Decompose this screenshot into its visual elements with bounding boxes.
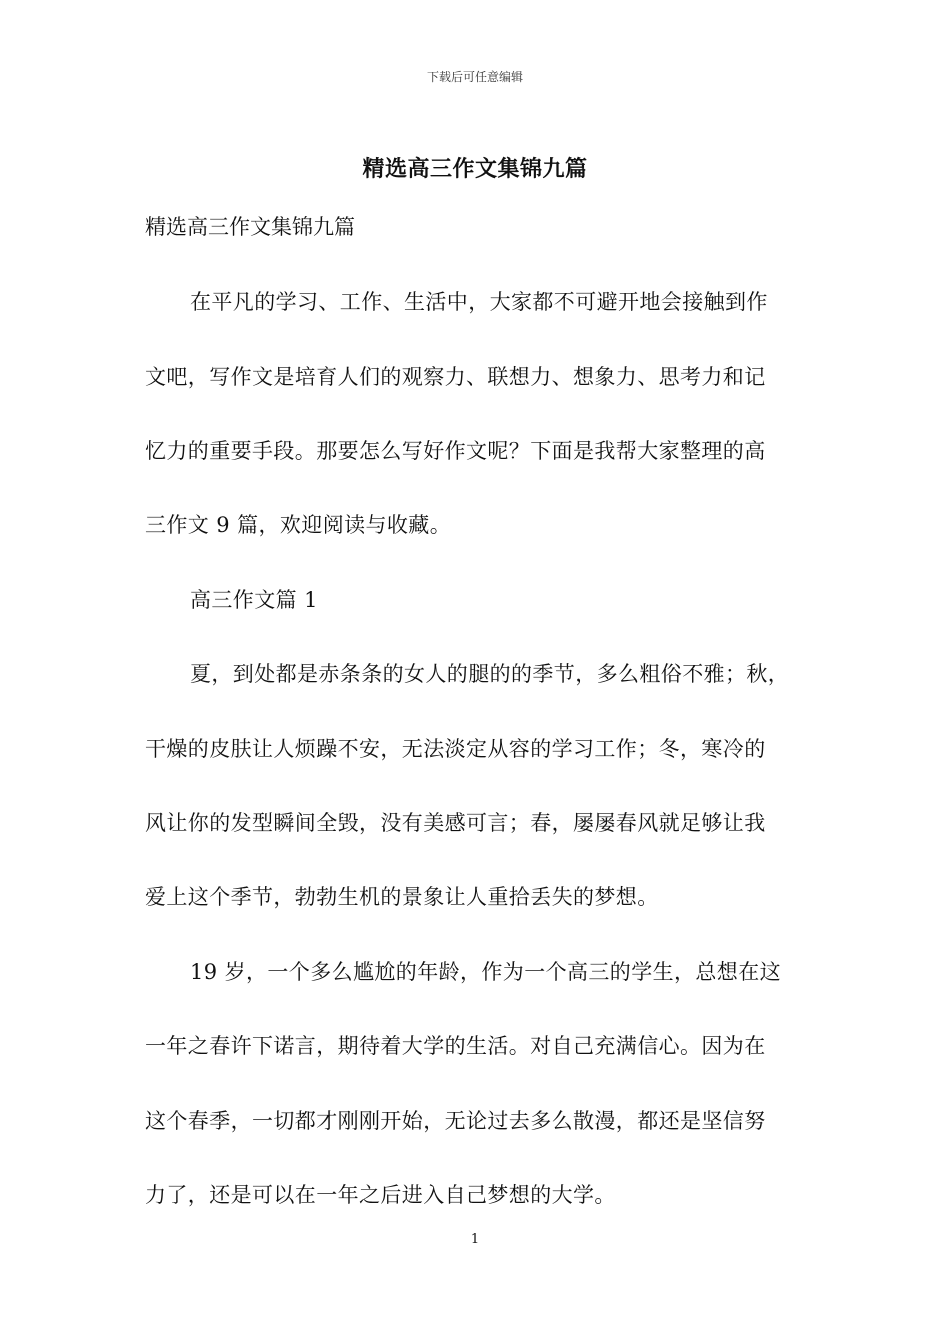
body-line: 风让你的发型瞬间全毁，没有美感可言；春，屡屡春风就足够让我: [145, 811, 766, 835]
body-line: 在平凡的学习、工作、生活中，大家都不可避开地会接触到作: [190, 290, 768, 314]
body-line: 三作文 9 篇，欢迎阅读与收藏。: [145, 513, 452, 537]
body-line: 干燥的皮肤让人烦躁不安，无法淡定从容的学习工作；冬，寒冷的: [145, 737, 766, 761]
body-line: 文吧，写作文是培育人们的观察力、联想力、想象力、思考力和记: [145, 365, 766, 389]
body-line: 夏，到处都是赤条条的女人的腿的的季节，多么粗俗不雅；秋，: [190, 662, 790, 686]
body-line: 爱上这个季节，勃勃生机的景象让人重拾丢失的梦想。: [145, 885, 659, 909]
document-subtitle: 精选高三作文集锦九篇: [145, 215, 355, 239]
page-number: 1: [470, 1232, 480, 1247]
body-line: 这个春季，一切都才刚刚开始，无论过去多么散漫，都还是坚信努: [145, 1109, 766, 1133]
document-title: 精选高三作文集锦九篇: [362, 156, 588, 182]
header-note: 下载后可任意编辑: [426, 70, 523, 84]
section-heading: 高三作文篇 1: [190, 588, 318, 612]
body-line: 19 岁，一个多么尴尬的年龄，作为一个高三的学生，总想在这: [190, 960, 781, 984]
body-line: 忆力的重要手段。那要怎么写好作文呢？下面是我帮大家整理的高: [145, 439, 766, 463]
body-line: 一年之春许下诺言，期待着大学的生活。对自己充满信心。因为在: [145, 1034, 766, 1058]
body-line: 力了，还是可以在一年之后进入自己梦想的大学。: [145, 1183, 616, 1207]
